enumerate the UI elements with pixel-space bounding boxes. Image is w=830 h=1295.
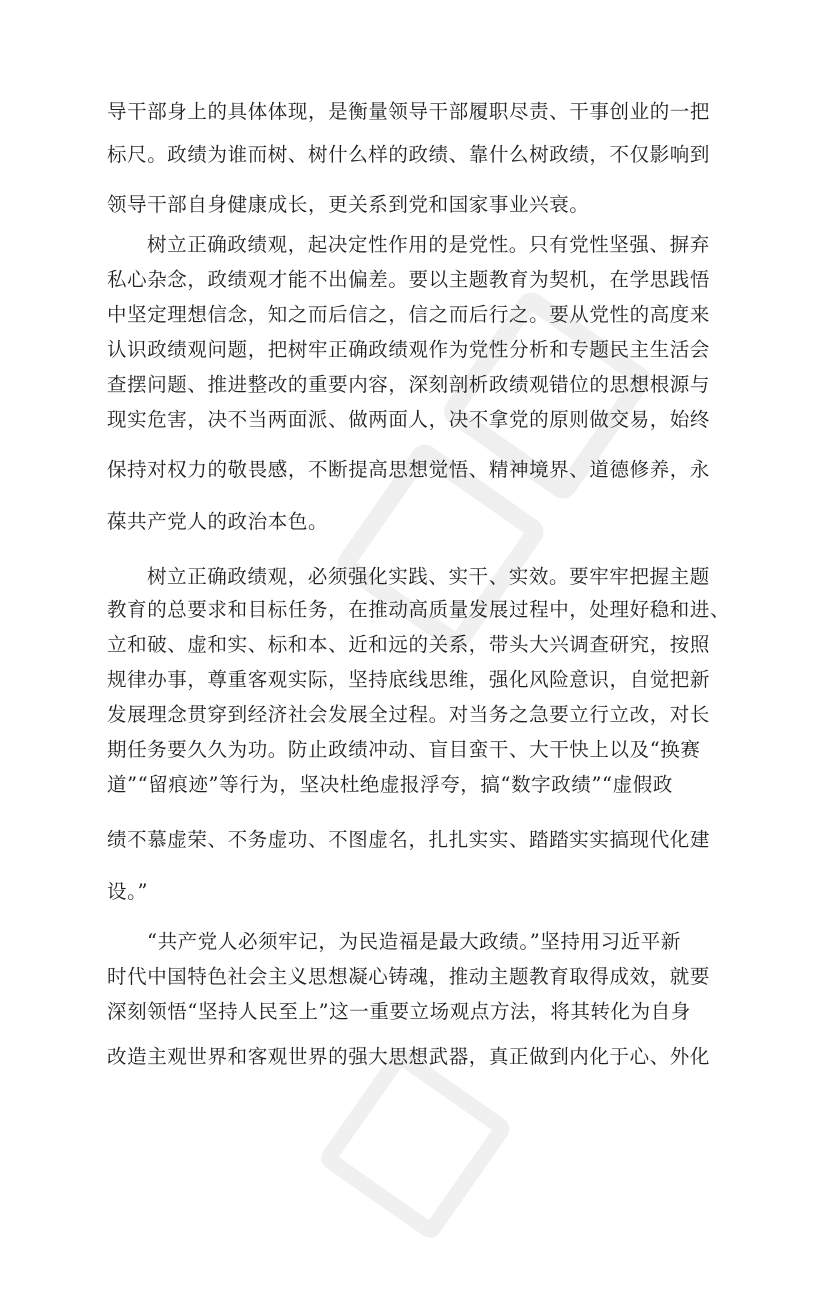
text-line: 改造主观世界和客观世界的强大思想武器，真正做到内化于心、外化 [107, 1045, 711, 1068]
text-line: 私心杂念，政绩观才能不出偏差。要以主题教育为契机，在学思践悟 [107, 268, 711, 291]
text-line: 深刻领悟“坚持人民至上”这一重要立场观点方法，将其转化为自身 [107, 1000, 691, 1023]
watermark-icon [295, 1045, 546, 1295]
text-line: 教育的总要求和目标任务，在推动高质量发展过程中，处理好稳和进、 [107, 598, 731, 621]
text-line: 保持对权力的敬畏感，不断提高思想觉悟、精神境界、道德修养，永 [107, 458, 711, 481]
text-line: 导干部身上的具体体现，是衡量领导干部履职尽责、干事创业的一把 [107, 100, 711, 123]
text-line: 葆共产党人的政治本色。 [107, 510, 329, 533]
paragraph-first-line: 树立正确政绩观，起决定性作用的是党性。只有党性坚强、摒弃 [147, 233, 710, 256]
text-line: 绩不慕虚荣、不务虚功、不图虚名，扎扎实实、踏踏实实搞现代化建 [107, 828, 711, 851]
text-line: 时代中国特色社会主义思想凝心铸魂，推动主题教育取得成效，就要 [107, 965, 711, 988]
paragraph-first-line: “共产党人必须牢记，为民造福是最大政绩。”坚持用习近平新 [147, 930, 681, 953]
text-line: 期任务要久久为功。防止政绩冲动、盲目蛮干、大干快上以及“换赛 [107, 738, 701, 761]
text-line: 领导干部自身健康成长，更关系到党和国家事业兴衰。 [107, 193, 590, 216]
text-line: 查摆问题、推进整改的重要内容，深刻剖析政绩观错位的思想根源与 [107, 373, 711, 396]
text-line: 认识政绩观问题，把树牢正确政绩观作为党性分析和专题民主生活会 [107, 338, 711, 361]
text-line: 发展理念贯穿到经济社会发展全过程。对当务之急要立行立改，对长 [107, 703, 711, 726]
text-line: 设。” [107, 880, 149, 903]
text-line: 标尺。政绩为谁而树、树什么样的政绩、靠什么树政绩，不仅影响到 [107, 143, 711, 166]
text-line: 现实危害，决不当两面派、做两面人，决不拿党的原则做交易，始终 [107, 408, 711, 431]
paragraph-first-line: 树立正确政绩观，必须强化实践、实干、实效。要牢牢把握主题 [147, 565, 710, 588]
text-line: 道”“留痕迹”等行为，坚决杜绝虚报浮夸，搞“数字政绩”“虚假政 [107, 773, 673, 796]
text-line: 规律办事，尊重客观实际，坚持底线思维，强化风险意识，自觉把新 [107, 668, 711, 691]
text-line: 立和破、虚和实、标和本、近和远的关系，带头大兴调查研究，按照 [107, 633, 711, 656]
text-line: 中坚定理想信念，知之而后信之，信之而后行之。要从党性的高度来 [107, 303, 711, 326]
